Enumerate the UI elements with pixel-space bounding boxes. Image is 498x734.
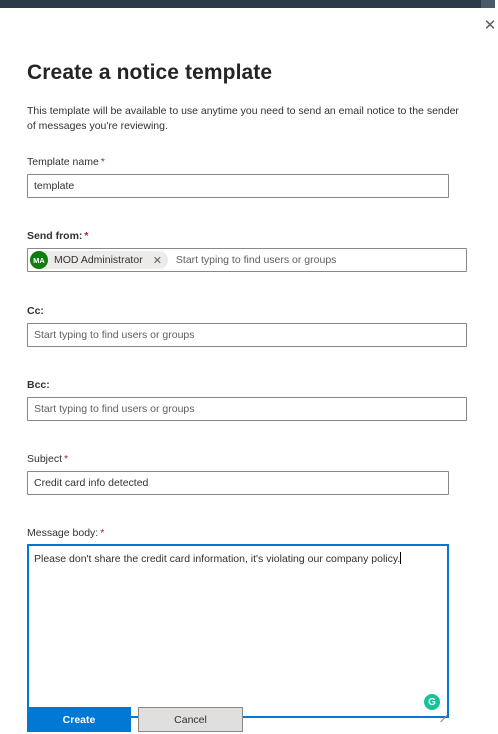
cancel-button[interactable]: Cancel <box>138 707 243 732</box>
template-name-value: template <box>34 180 75 192</box>
template-name-input[interactable] <box>27 174 449 198</box>
message-body-label-text: Message body: <box>27 527 99 539</box>
bcc-placeholder: Start typing to find users or groups <box>34 403 195 415</box>
page-title: Create a notice template <box>27 61 273 84</box>
template-name-label <box>27 156 105 168</box>
cc-placeholder: Start typing to find users or groups <box>34 329 195 341</box>
text-caret <box>400 552 401 564</box>
close-icon[interactable]: ✕ <box>483 17 497 34</box>
subject-value: Credit card info detected <box>34 477 149 489</box>
user-chip-name: MOD Administrator <box>54 254 143 266</box>
required-mark: * <box>64 453 69 465</box>
subject-input[interactable] <box>27 471 449 495</box>
required-mark: * <box>100 156 105 168</box>
required-mark: * <box>84 230 89 242</box>
message-body-textarea[interactable] <box>27 544 449 718</box>
send-from-placeholder: Start typing to find users or groups <box>175 254 337 266</box>
subject-label-text: Subject <box>27 453 63 465</box>
avatar: MA <box>30 251 48 269</box>
required-mark: * <box>100 527 105 539</box>
send-from-label-text: Send from: <box>27 230 83 242</box>
message-body-label <box>27 527 104 539</box>
cc-input[interactable] <box>27 323 467 347</box>
panel-description: This template will be available to use anytime you need to send an email notice to the sender of messages you're reviewing. <box>27 105 459 132</box>
create-button[interactable]: Create <box>27 707 131 732</box>
send-from-picker[interactable] <box>27 248 467 272</box>
send-from-label <box>27 230 89 242</box>
template-name-label-text: Template name <box>27 156 99 168</box>
resize-handle[interactable] <box>440 709 447 716</box>
top-bar-shade <box>481 0 495 8</box>
bcc-label: Bcc: <box>27 379 50 391</box>
cc-label: Cc: <box>27 305 44 317</box>
user-chip[interactable] <box>30 251 168 269</box>
subject-label <box>27 453 68 465</box>
remove-icon[interactable]: ✕ <box>152 254 162 267</box>
top-bar <box>0 0 495 8</box>
bcc-input[interactable] <box>27 397 467 421</box>
message-body-value: Please don't share the credit card information, it's violating our company policy. <box>34 553 401 565</box>
grammarly-icon[interactable]: G <box>424 694 440 710</box>
